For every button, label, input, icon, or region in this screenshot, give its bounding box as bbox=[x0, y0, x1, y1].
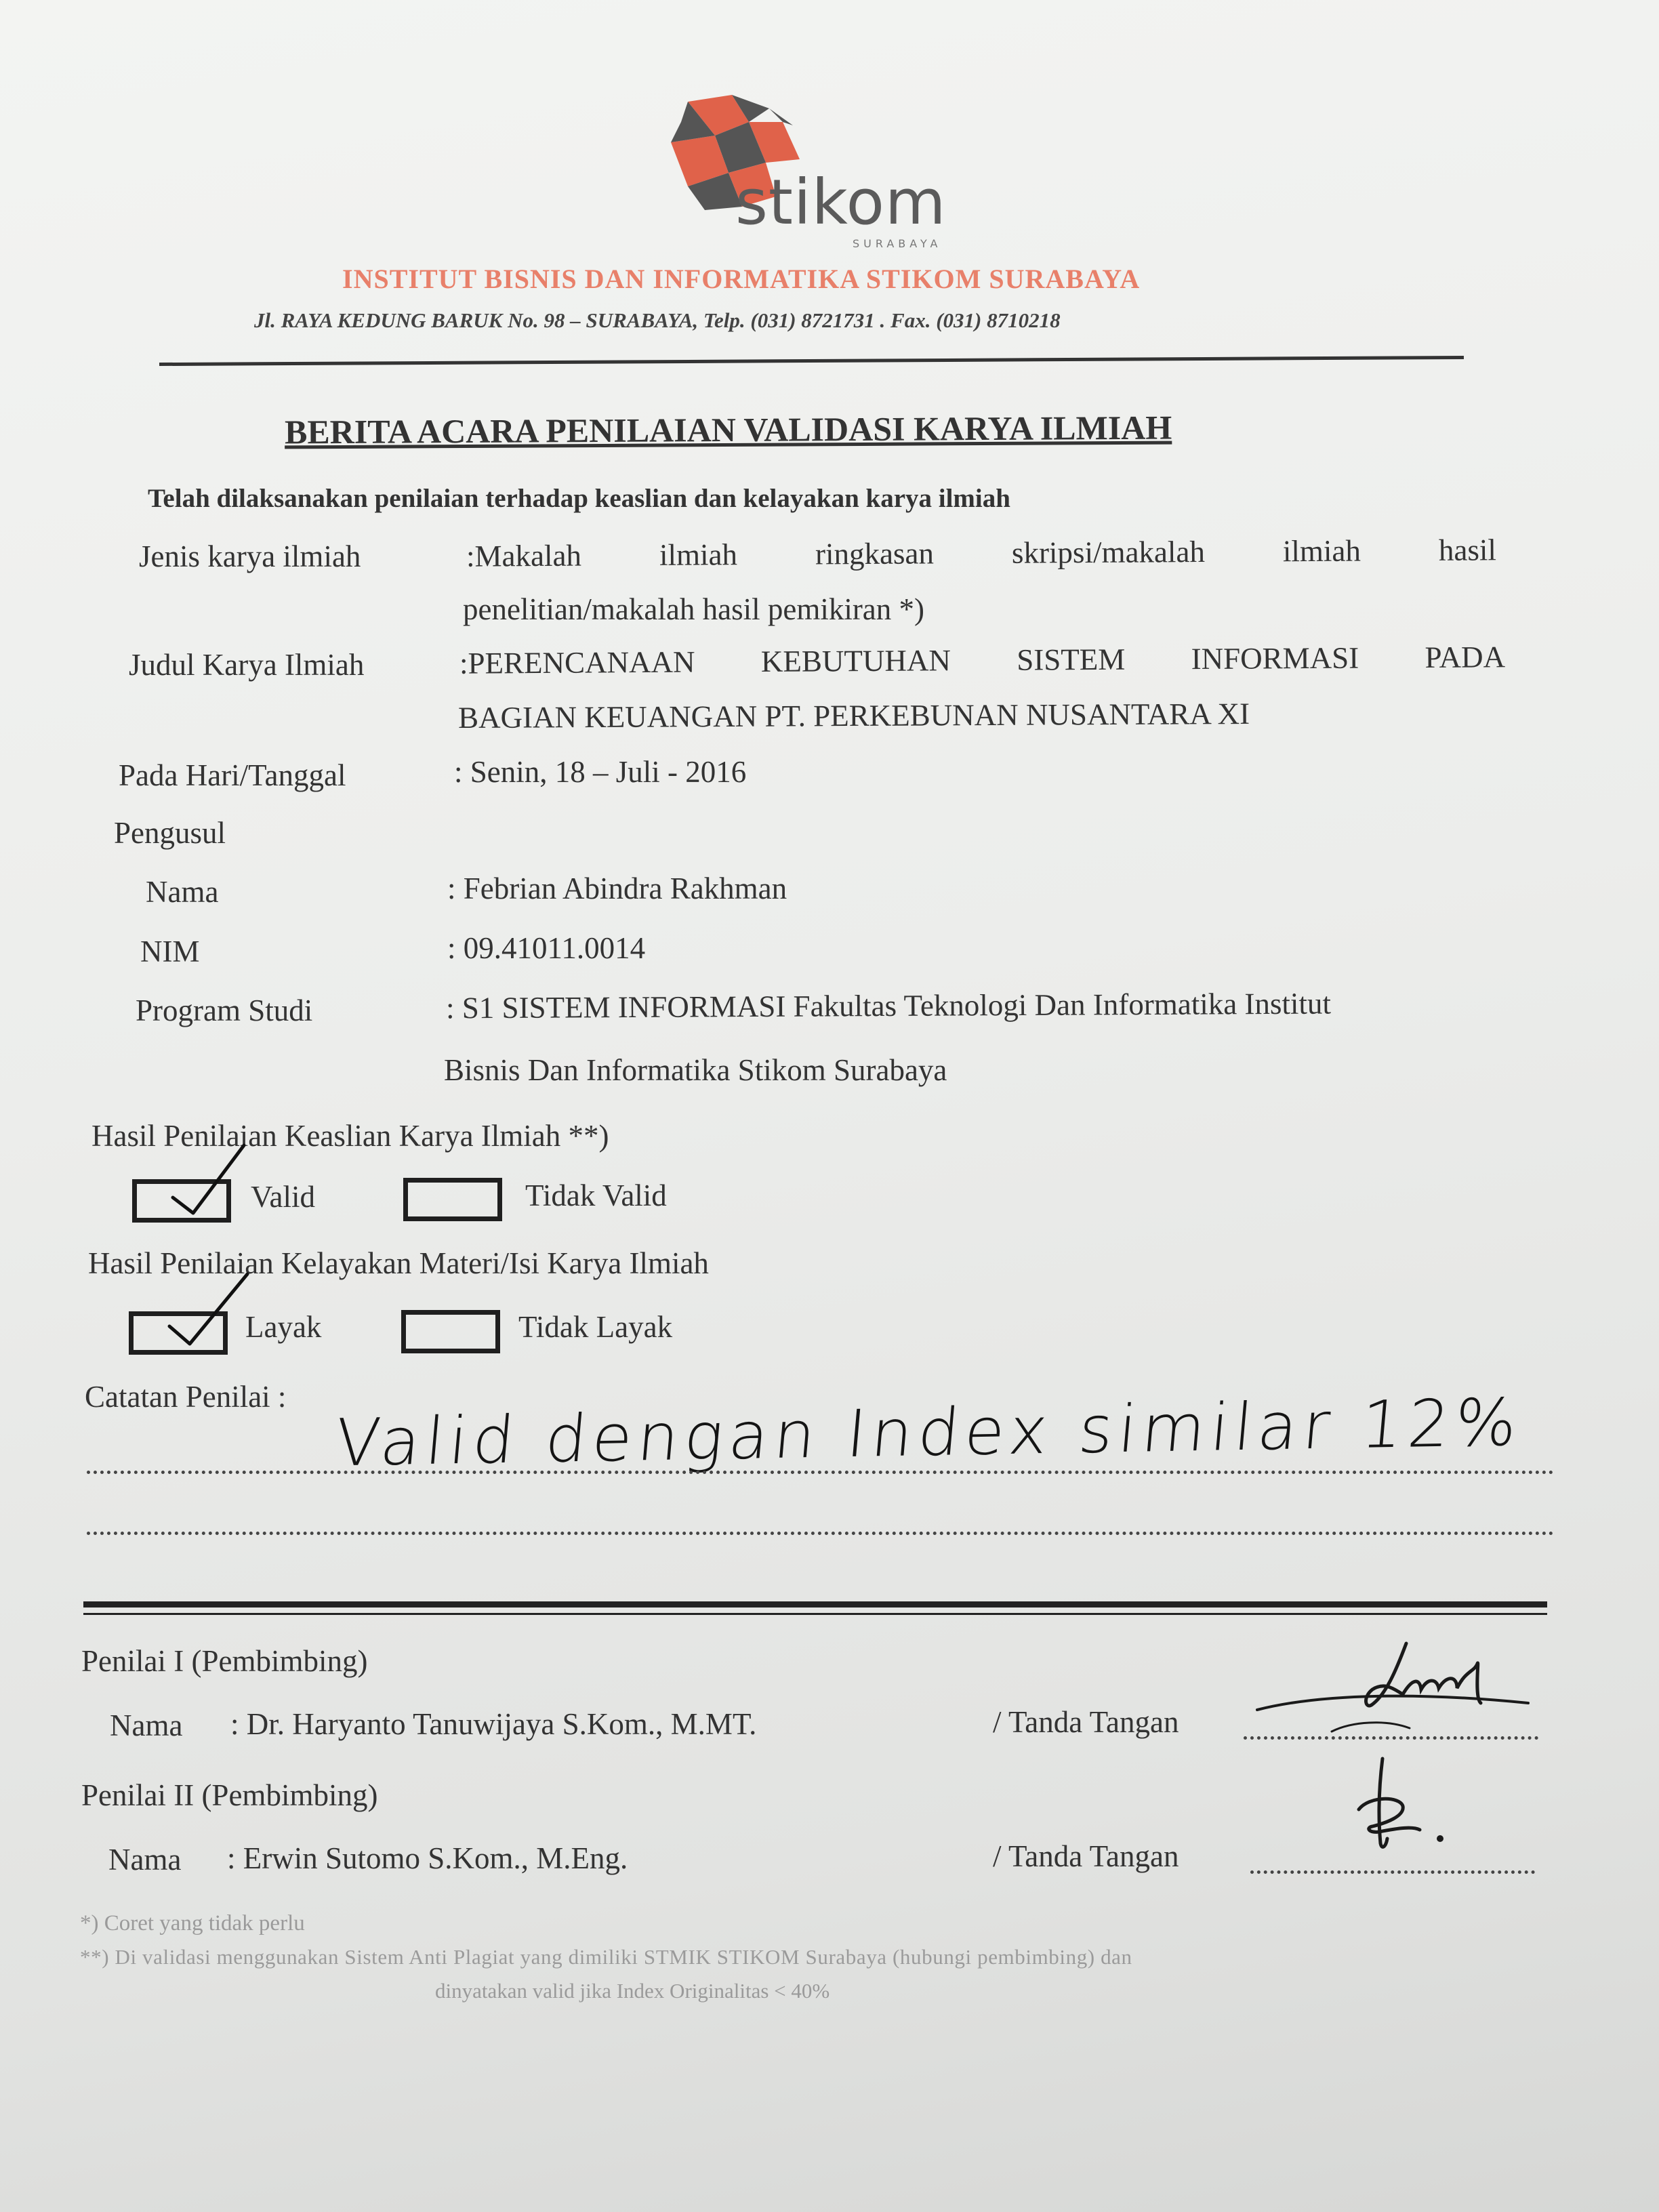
prodi-value-line2: Bisnis Dan Informatika Stikom Surabaya bbox=[444, 1053, 947, 1087]
tanggal-value: : Senin, 18 – Juli - 2016 bbox=[454, 755, 747, 789]
footnote-2-line2: dinyatakan valid jika Index Originalitas < 40% bbox=[435, 1979, 830, 2003]
jenis-word: ringkasan bbox=[815, 536, 935, 571]
jenis-word: :Makalah bbox=[466, 538, 582, 573]
letterhead-divider bbox=[159, 356, 1464, 366]
signature-2-icon bbox=[1338, 1752, 1460, 1860]
judul-word: KEBUTUHAN bbox=[760, 643, 951, 678]
penilai2-name-label: Nama bbox=[108, 1843, 182, 1877]
judul-word: INFORMASI bbox=[1191, 640, 1359, 676]
tidak-valid-checkbox[interactable] bbox=[403, 1178, 502, 1221]
tidak-layak-checkbox[interactable] bbox=[401, 1310, 500, 1353]
tanggal-label: Pada Hari/Tanggal bbox=[119, 758, 346, 792]
nim-value: : 09.41011.0014 bbox=[447, 931, 646, 965]
nama-label: Nama bbox=[146, 875, 219, 909]
tidak-valid-label: Tidak Valid bbox=[525, 1179, 667, 1212]
institution-name: INSTITUT BISNIS DAN INFORMATIKA STIKOM SURABAYA bbox=[342, 264, 1141, 294]
catatan-label: Catatan Penilai : bbox=[85, 1380, 287, 1414]
intro-text: Telah dilaksanakan penilaian terhadap keaslian dan kelayakan karya ilmiah bbox=[148, 484, 1010, 513]
jenis-word: hasil bbox=[1438, 533, 1497, 567]
penilai1-name-label: Nama bbox=[110, 1708, 183, 1742]
penilai1-name: : Dr. Haryanto Tanuwijaya S.Kom., M.MT. bbox=[230, 1707, 757, 1741]
jenis-value-line2: penelitian/makalah hasil pemikiran *) bbox=[463, 592, 925, 626]
logo-subtext: SURABAYA bbox=[853, 237, 942, 250]
judul-word: PADA bbox=[1425, 640, 1506, 675]
keaslian-heading: Hasil Penilaian Keaslian Karya Ilmiah **) bbox=[91, 1119, 609, 1153]
judul-value-line2: BAGIAN KEUANGAN PT. PERKEBUNAN NUSANTARA XI bbox=[457, 696, 1250, 735]
penilai2-name: : Erwin Sutomo S.Kom., M.Eng. bbox=[227, 1841, 628, 1875]
institution-address: Jl. RAYA KEDUNG BARUK No. 98 – SURABAYA, Telp. (031) 8721731 . Fax. (031) 8710218 bbox=[254, 308, 1061, 332]
penilai1-sign-label: / Tanda Tangan bbox=[993, 1705, 1179, 1739]
kelayakan-heading: Hasil Penilaian Kelayakan Materi/Isi Karya Ilmiah bbox=[88, 1246, 709, 1280]
judul-label: Judul Karya Ilmiah bbox=[129, 648, 365, 682]
jenis-word: ilmiah bbox=[659, 537, 738, 572]
note-dotted-line bbox=[87, 1532, 1554, 1535]
prodi-label: Program Studi bbox=[136, 994, 313, 1027]
jenis-label: Jenis karya ilmiah bbox=[139, 539, 361, 573]
jenis-word: ilmiah bbox=[1282, 533, 1361, 569]
tidak-layak-label: Tidak Layak bbox=[518, 1310, 673, 1344]
footnote-1: *) Coret yang tidak perlu bbox=[80, 1911, 305, 1936]
jenis-word: skripsi/makalah bbox=[1011, 534, 1206, 570]
jenis-value-line1 bbox=[466, 532, 1496, 573]
valid-label: Valid bbox=[251, 1180, 315, 1214]
penilai1-heading: Penilai I (Pembimbing) bbox=[81, 1644, 368, 1678]
penilai2-sign-label: / Tanda Tangan bbox=[993, 1839, 1179, 1873]
section-divider bbox=[83, 1601, 1547, 1607]
penilai2-heading: Penilai II (Pembimbing) bbox=[81, 1778, 378, 1812]
nama-value: : Febrian Abindra Rakhman bbox=[447, 872, 787, 905]
section-divider bbox=[83, 1613, 1547, 1615]
judul-word: :PERENCANAAN bbox=[459, 644, 695, 680]
judul-word: SISTEM bbox=[1017, 642, 1126, 677]
logo-wordmark: stikom bbox=[735, 166, 947, 239]
pengusul-label: Pengusul bbox=[114, 816, 226, 850]
layak-label: Layak bbox=[245, 1310, 322, 1344]
footnote-2-line1: **) Di validasi menggunakan Sistem Anti Plagiat yang dimiliki STMIK STIKOM Surabaya (hubungi pembimbing) dan bbox=[80, 1945, 1132, 1969]
document-title: BERITA ACARA PENILAIAN VALIDASI KARYA ILMIAH bbox=[284, 408, 1172, 451]
prodi-value-line1: : S1 SISTEM INFORMASI Fakultas Teknologi Dan Informatika Institut bbox=[445, 986, 1332, 1025]
signature-1-icon bbox=[1250, 1630, 1542, 1738]
judul-value-line1 bbox=[459, 639, 1505, 680]
handwritten-note: Valid dengan Index similar 12% bbox=[332, 1384, 1525, 1481]
nim-label: NIM bbox=[140, 935, 200, 968]
note-dotted-line bbox=[87, 1471, 1554, 1474]
signature-dotted-line bbox=[1250, 1870, 1535, 1874]
